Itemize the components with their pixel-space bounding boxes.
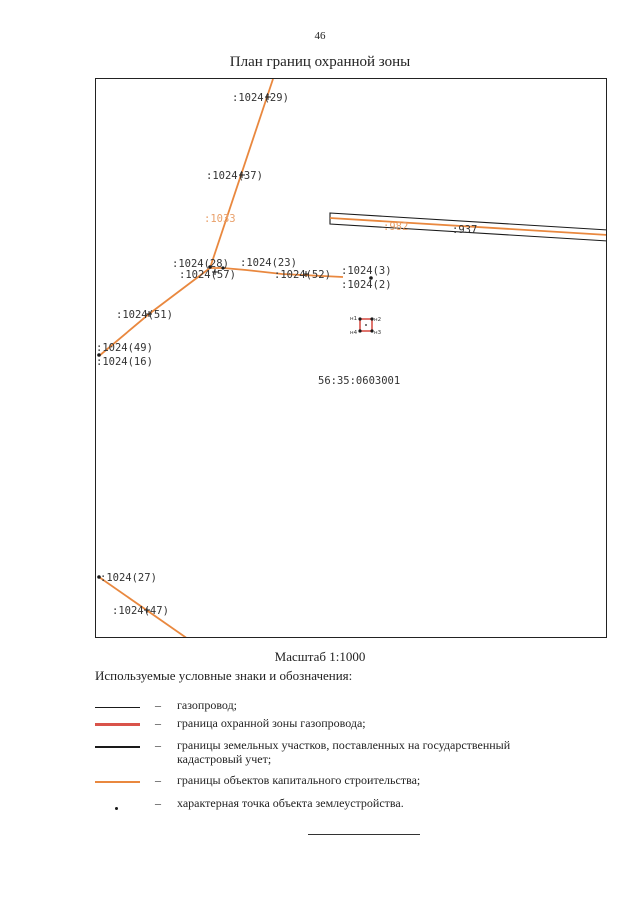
legend-symbol-land-plots bbox=[95, 746, 140, 748]
legend-dash: – bbox=[155, 738, 161, 752]
label-1024-29: :1024(29) bbox=[232, 92, 289, 104]
label-1024-27: :1024(27) bbox=[100, 572, 157, 584]
label-1024-57: :1024(57) bbox=[179, 269, 236, 281]
plan-title: План границ охранной зоны bbox=[229, 54, 411, 70]
legend-dash: – bbox=[155, 773, 161, 787]
label-1024-28: :1024(28) bbox=[172, 258, 229, 270]
legend-text: граница охранной зоны газопровода; bbox=[177, 716, 366, 730]
legend-title: Используемые условные знаки и обозначения: bbox=[95, 668, 353, 683]
legend-dash: – bbox=[155, 698, 161, 712]
label-937: :937 bbox=[452, 224, 478, 236]
legend-item-land-plots bbox=[95, 738, 565, 772]
label-1024-23: :1024(23) bbox=[240, 257, 297, 269]
legend-text: характерная точка объекта землеустройства. bbox=[177, 796, 404, 810]
map-scale: Масштаб 1:1000 bbox=[274, 649, 366, 664]
legend-text: границы объектов капитального строительства; bbox=[177, 773, 421, 787]
label-982: :982 bbox=[383, 221, 409, 233]
square-center-point bbox=[365, 324, 367, 326]
page-number: 46 bbox=[314, 30, 326, 42]
label-n4: н4 bbox=[350, 330, 358, 336]
legend-symbol-characteristic-point bbox=[115, 807, 118, 810]
legend-symbol-protection-zone bbox=[95, 723, 140, 726]
label-cadastral-quarter: 56:35:0603001 bbox=[318, 375, 401, 387]
legend-dash: – bbox=[155, 796, 161, 810]
point-n4 bbox=[358, 329, 361, 332]
label-1024-47: :1024(47) bbox=[112, 605, 169, 617]
legend-symbol-capital-objects bbox=[95, 781, 140, 783]
map-frame bbox=[95, 78, 607, 638]
label-1033: :1033 bbox=[204, 213, 236, 225]
label-1024-3: :1024(3) bbox=[341, 265, 392, 277]
label-n2: н2 bbox=[374, 317, 382, 323]
label-1024-52: :1024(52) bbox=[274, 269, 331, 281]
label-1024-37: :1024(37) bbox=[206, 170, 263, 182]
legend-text: границы земельных участков, поставленных на государственный кадастровый учет; bbox=[177, 738, 511, 766]
label-1024-16: :1024(16) bbox=[96, 356, 153, 368]
label-1024-49: :1024(49) bbox=[96, 342, 153, 354]
signature-line bbox=[308, 834, 420, 835]
legend-dash: – bbox=[155, 716, 161, 730]
legend-item-characteristic-point bbox=[95, 796, 565, 830]
label-n1: н1 bbox=[350, 316, 358, 322]
label-1024-51: :1024(51) bbox=[116, 309, 173, 321]
label-1024-2: :1024(2) bbox=[341, 279, 392, 291]
legend-symbol-gas-pipeline bbox=[95, 707, 140, 708]
label-n3: н3 bbox=[374, 330, 382, 336]
legend-text: газопровод; bbox=[177, 698, 238, 712]
boundary-map bbox=[96, 79, 607, 638]
point-n1 bbox=[358, 317, 361, 320]
